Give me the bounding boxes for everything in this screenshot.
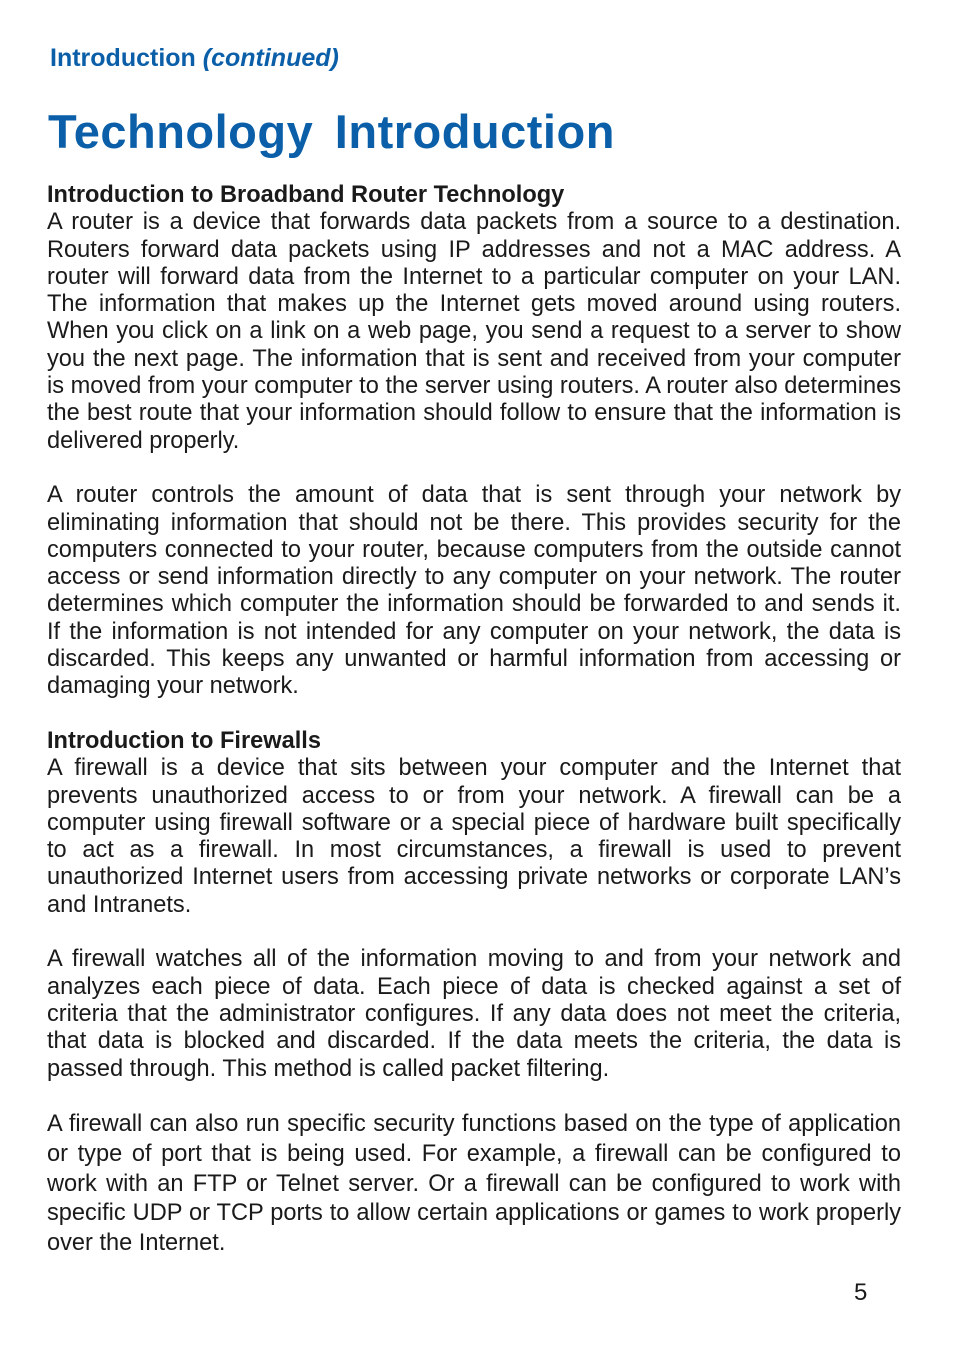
running-header-section: Introduction <box>50 44 196 72</box>
paragraph-firewall-functions: A firewall can also run specific security functions based on the type of application or type of port that is being used. For example, a firewall can be configured to work with an FTP or Telnet server. Or a firewall can be configured to work with specific UDP or TCP ports to allow certain applications or games to work properly over the Internet. <box>47 1111 901 1257</box>
running-header <box>50 44 339 73</box>
paragraph-router-definition: A router is a device that forwards data packets from a source to a destination. Routers forward data packets using IP addresses and not a MAC address. A router will forward data from the Internet to a particular computer on your LAN. The information that makes up the Internet gets moved around using routers. When you click on a link on a web page, you send a request to a server to show you the next page. The information that is sent and received from your computer is moved from your computer to the server using routers. A router also determines the best route that your information should follow to ensure that the information is delivered properly. <box>47 209 901 454</box>
page-number: 5 <box>854 1279 868 1306</box>
paragraph-firewall-filtering: A firewall watches all of the information moving to and from your network and analyzes each piece of data. Each piece of data is checked against a set of criteria that the administrator configures. If any data does not meet the criteria, that data is blocked and discarded. If the data meets the criteria, the data is passed through. This method is called packet filtering. <box>47 946 901 1082</box>
page-title: Technology Introduction <box>48 105 615 158</box>
paragraph-firewall-definition: A firewall is a device that sits between your computer and the Internet that prevents unauthorized access to or from your network. A firewall can be a computer using firewall software or a special piece of hardware built specifically to act as a firewall. In most circumstances, a firewall is used to prevent unauthorized Internet users from accessing private networks or corporate LAN’s and Intranets. <box>47 755 901 918</box>
section-heading-router: Introduction to Broadband Router Technology <box>47 182 565 208</box>
running-header-continued: (continued) <box>202 44 339 72</box>
paragraph-router-security: A router controls the amount of data that is sent through your network by eliminating information that should not be there. This provides security for the computers connected to your router, because computers from the outside cannot access or send information directly to any computer on your network. The router determines which computer the information should be forwarded to and sends it. If the information is not intended for any computer on your network, the data is discarded. This keeps any unwanted or harmful information from accessing or damaging your network. <box>47 482 901 700</box>
section-heading-firewalls: Introduction to Firewalls <box>47 727 321 754</box>
document-body <box>47 182 901 1259</box>
